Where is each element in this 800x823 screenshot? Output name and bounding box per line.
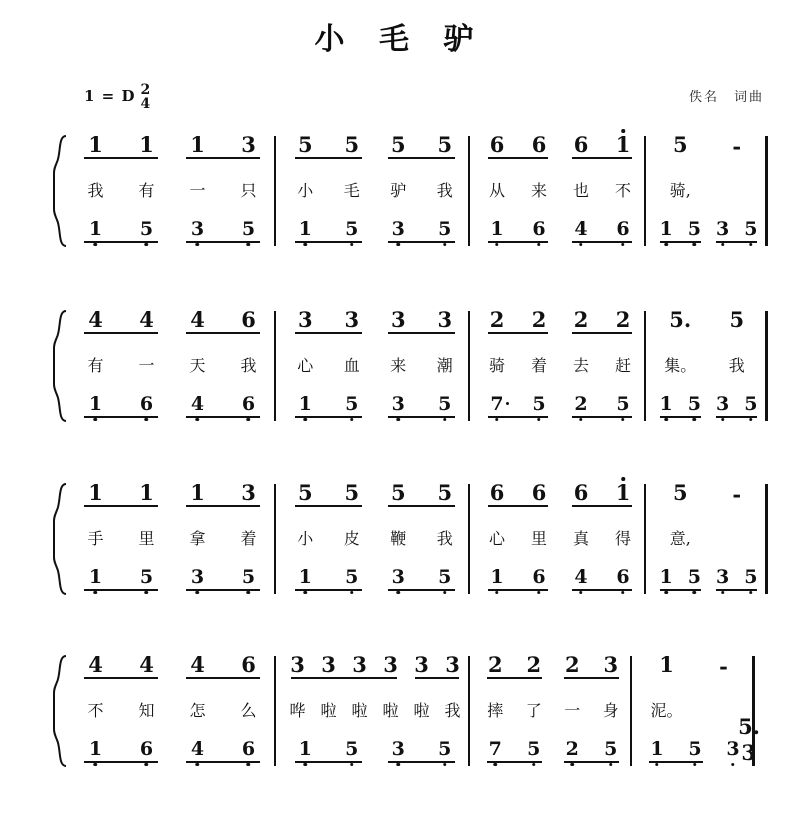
lyric-line	[476, 526, 644, 549]
harmony-note: 1	[88, 218, 103, 240]
melody-note: 3	[290, 652, 305, 677]
lyric-line	[652, 526, 765, 549]
melody-note: 5.	[669, 307, 692, 332]
lyric-syllable: 皮	[343, 529, 360, 548]
harmony-note: 1	[298, 218, 312, 240]
harmony-note: 4	[190, 393, 205, 415]
lyric-syllable: 啦	[382, 701, 399, 720]
melody-line	[476, 482, 644, 504]
harmony-note: 5	[687, 393, 701, 415]
harmony-note: 2	[565, 738, 579, 760]
lyric-syllable: 血	[343, 356, 360, 375]
melody-line	[70, 309, 274, 331]
lyric-syllable: 手	[87, 529, 104, 548]
harmony-note: 6	[532, 218, 546, 240]
melody-note: 1	[190, 480, 205, 505]
melody-note: 3	[383, 652, 398, 677]
melody-note: 5	[344, 480, 360, 505]
melody-line	[652, 134, 765, 159]
lyric-syllable: 一	[138, 356, 155, 375]
lyric-line	[70, 353, 274, 376]
lyric-syllable: 去	[572, 356, 589, 375]
system-brace-icon	[52, 134, 68, 248]
harmony-note: 1	[88, 566, 103, 588]
lyric-syllable: 心	[297, 356, 314, 375]
harmony-note: 6	[616, 218, 630, 240]
lyric-syllable: 从	[488, 181, 505, 200]
harmony-note: 5	[438, 738, 452, 760]
lyric-line	[638, 698, 752, 721]
melody-note: 3	[445, 652, 460, 677]
harmony-note: 6	[532, 566, 546, 588]
harmony-line	[476, 566, 644, 588]
harmony-line	[70, 566, 274, 588]
harmony-note: 3	[391, 393, 405, 415]
melody-note: 4	[88, 307, 103, 332]
melody-line	[282, 654, 468, 676]
harmony-note: 3	[391, 218, 405, 240]
melody-note: 3	[241, 480, 256, 505]
harmony-note: 5	[438, 566, 452, 588]
melody-note: 2	[487, 652, 503, 677]
harmony-note: 5	[438, 393, 452, 415]
harmony-note: 4	[574, 218, 588, 240]
time-signature	[140, 83, 151, 111]
lyric-syllable: 驴	[390, 181, 407, 200]
melody-note: 1	[190, 132, 205, 157]
melody-note: 6	[573, 132, 589, 157]
composer-credit: 佚名 词曲	[688, 90, 764, 105]
lyric-syllable: 么	[240, 701, 257, 720]
harmony-note: 1	[659, 393, 673, 415]
lyric-syllable: 潮	[436, 356, 453, 375]
lyric-syllable: 泥。	[650, 701, 683, 720]
harmony-note: 5	[345, 738, 359, 760]
lyric-syllable: 我	[240, 356, 257, 375]
lyric-line	[282, 178, 468, 201]
harmony-note: 4	[574, 566, 588, 588]
melody-note: 6	[531, 480, 547, 505]
pickup-note-lower: 3	[741, 740, 756, 765]
harmony-note: 1	[88, 738, 103, 760]
harmony-note: 5	[139, 566, 154, 588]
lyric-syllable: 得	[614, 529, 631, 548]
time-signature-numerator: 2	[140, 82, 152, 98]
harmony-note: 1	[490, 566, 504, 588]
harmony-note: 5	[527, 738, 541, 760]
lyric-syllable: 骑,	[669, 181, 691, 200]
melody-note: 6	[489, 480, 505, 505]
sustain-dash: -	[732, 482, 742, 507]
lyric-syllable: 啦	[320, 701, 337, 720]
melody-line	[476, 309, 644, 331]
harmony-note: 1	[650, 738, 664, 760]
melody-note: 6	[241, 307, 256, 332]
lyric-syllable: 一	[564, 701, 581, 720]
melody-note: 1	[139, 132, 154, 157]
melody-note: 2	[564, 652, 580, 677]
lyric-syllable: 着	[530, 356, 547, 375]
harmony-note: 1	[88, 393, 103, 415]
lyric-syllable: 天	[189, 356, 206, 375]
melody-note: 1	[615, 132, 631, 157]
harmony-line	[476, 218, 644, 240]
lyric-syllable: 集。	[664, 356, 697, 375]
lyric-line	[476, 178, 644, 201]
harmony-note: 5	[241, 566, 256, 588]
harmony-note: 5	[139, 218, 154, 240]
harmony-note: 5	[345, 218, 359, 240]
harmony-note: 6	[616, 566, 630, 588]
harmony-note: 1	[298, 738, 312, 760]
lyric-syllable: 鞭	[390, 529, 407, 548]
lyric-syllable: 怎	[189, 701, 206, 720]
harmony-note: 4	[190, 738, 205, 760]
melody-note: 5	[437, 132, 453, 157]
staff-system-1	[52, 130, 768, 265]
lyric-syllable: 一	[189, 181, 206, 200]
melody-note: 2	[489, 307, 505, 332]
melody-note: 3	[437, 307, 453, 332]
harmony-note: 5	[688, 738, 702, 760]
harmony-note: 1	[490, 218, 504, 240]
melody-note: 5	[437, 480, 453, 505]
harmony-note: 7	[490, 393, 504, 415]
lyric-syllable: 意,	[669, 529, 691, 548]
pickup-note-upper: 5.	[738, 714, 760, 739]
lyric-syllable: 我	[87, 181, 104, 200]
melody-note: 5	[672, 480, 688, 505]
staff-system-4	[52, 650, 768, 785]
harmony-note: 1	[659, 566, 673, 588]
melody-note: 4	[139, 652, 154, 677]
system-brace-icon	[52, 654, 68, 768]
harmony-note: 5	[744, 393, 758, 415]
melody-note: 3	[344, 307, 360, 332]
melody-line	[70, 482, 274, 504]
melody-line	[282, 134, 468, 156]
sustain-dash: -	[719, 654, 728, 679]
lyric-syllable: 身	[602, 701, 619, 720]
melody-note: 2	[615, 307, 631, 332]
melody-note: 1	[615, 480, 631, 505]
melody-note: 6	[489, 132, 505, 157]
melody-note: 5	[297, 132, 313, 157]
lyric-syllable: 哗	[289, 701, 306, 720]
harmony-line	[70, 738, 274, 760]
lyric-syllable: 我	[728, 356, 745, 375]
harmony-note: 3	[190, 218, 205, 240]
harmony-line	[652, 218, 765, 240]
harmony-note: 5	[744, 218, 758, 240]
harmony-note: 3	[716, 218, 730, 240]
lyric-syllable: 真	[572, 529, 589, 548]
page-title: 小 毛 驴	[314, 22, 486, 57]
melody-note: 1	[88, 132, 103, 157]
harmony-note: 6	[241, 393, 256, 415]
lyric-syllable: 拿	[189, 529, 206, 548]
time-signature-denominator: 4	[140, 96, 152, 112]
harmony-line	[282, 738, 468, 760]
harmony-line	[476, 738, 630, 760]
lyric-syllable: 有	[87, 356, 104, 375]
harmony-note: 5	[345, 566, 359, 588]
melody-note: 4	[88, 652, 103, 677]
lyric-line	[282, 353, 468, 376]
harmony-line	[282, 218, 468, 240]
harmony-note: 6	[139, 738, 154, 760]
melody-note: 4	[139, 307, 154, 332]
harmony-note: 6	[241, 738, 256, 760]
harmony-note: 5	[604, 738, 618, 760]
lyric-syllable: 我	[436, 529, 453, 548]
lyric-line	[282, 526, 468, 549]
lyric-line	[652, 178, 765, 201]
lyric-syllable: 小	[297, 529, 314, 548]
sustain-dash: -	[732, 134, 742, 159]
lyric-syllable: 啦	[413, 701, 430, 720]
lyric-syllable: 赶	[614, 356, 631, 375]
harmony-note: 3	[391, 566, 405, 588]
lyric-line	[70, 698, 274, 721]
harmony-line	[476, 393, 644, 415]
melody-note: 6	[573, 480, 589, 505]
lyric-syllable: 啦	[351, 701, 368, 720]
melody-note: 3	[321, 652, 336, 677]
lyric-syllable: 我	[436, 181, 453, 200]
harmony-note: 5	[438, 218, 452, 240]
lyric-line	[476, 353, 644, 376]
harmony-line	[282, 566, 468, 588]
lyric-syllable: 只	[240, 181, 257, 200]
key-signature	[84, 82, 151, 110]
melody-line	[652, 482, 765, 507]
melody-note: 5	[390, 480, 406, 505]
harmony-line	[652, 566, 765, 588]
lyric-syllable: 着	[240, 529, 257, 548]
lyric-syllable: 里	[530, 529, 547, 548]
melody-note: 4	[190, 652, 205, 677]
lyric-syllable: 摔	[487, 701, 504, 720]
harmony-note: 7	[488, 738, 502, 760]
melody-note: 3	[241, 132, 256, 157]
melody-note: 3	[297, 307, 313, 332]
harmony-note: 5	[744, 566, 758, 588]
melody-note: 2	[573, 307, 589, 332]
melody-line	[652, 309, 765, 331]
lyric-syllable: 小	[297, 181, 314, 200]
melody-note: 6	[531, 132, 547, 157]
melody-note: 5	[729, 307, 745, 332]
melody-note: 1	[88, 480, 103, 505]
harmony-note: 5	[532, 393, 546, 415]
harmony-line	[652, 393, 765, 415]
lyric-line	[476, 698, 630, 721]
melody-note: 1	[139, 480, 154, 505]
harmony-note: 5	[687, 566, 701, 588]
melody-line	[282, 309, 468, 331]
harmony-note: 1	[298, 566, 312, 588]
lyric-syllable: 毛	[343, 181, 360, 200]
harmony-line	[638, 738, 752, 760]
harmony-note: 5	[241, 218, 256, 240]
lyric-syllable: 来	[390, 356, 407, 375]
staff-system-2	[52, 305, 768, 440]
harmony-note: 1	[659, 218, 673, 240]
harmony-note: 5	[616, 393, 630, 415]
lyric-syllable: 有	[138, 181, 155, 200]
melody-line	[638, 654, 752, 679]
system-brace-icon	[52, 482, 68, 596]
lyric-syllable: 知	[138, 701, 155, 720]
melody-note: 6	[241, 652, 256, 677]
melody-note: 2	[526, 652, 542, 677]
key-signature-text: 1 = D	[84, 87, 136, 105]
melody-note: 3	[414, 652, 429, 677]
melody-note: 5	[344, 132, 360, 157]
lyric-syllable: 骑	[488, 356, 505, 375]
lyric-line	[70, 178, 274, 201]
lyric-syllable: 也	[572, 181, 589, 200]
melody-note: 1	[659, 652, 674, 677]
harmony-note: 3	[726, 738, 740, 760]
melody-note: 3	[352, 652, 367, 677]
melody-note: 5	[297, 480, 313, 505]
lyric-line	[70, 526, 274, 549]
harmony-note: 3	[716, 393, 730, 415]
harmony-note: 3	[716, 566, 730, 588]
melody-line	[476, 654, 630, 676]
lyric-syllable: 不	[87, 701, 104, 720]
staff-system-3	[52, 478, 768, 613]
melody-line	[70, 654, 274, 676]
lyric-syllable: 我	[444, 701, 461, 720]
harmony-line	[70, 393, 274, 415]
harmony-line	[70, 218, 274, 240]
melody-note: 3	[603, 652, 619, 677]
system-brace-icon	[52, 309, 68, 423]
harmony-note: 2	[574, 393, 588, 415]
melody-line	[70, 134, 274, 156]
harmony-note: 6	[139, 393, 154, 415]
melody-note: 3	[390, 307, 406, 332]
harmony-note: 5	[687, 218, 701, 240]
harmony-note: 3	[190, 566, 205, 588]
lyric-syllable: 里	[138, 529, 155, 548]
lyric-line	[282, 698, 468, 721]
melody-note: 4	[190, 307, 205, 332]
melody-note: 5	[672, 132, 688, 157]
lyric-line	[652, 353, 765, 376]
harmony-line	[282, 393, 468, 415]
harmony-note: 5	[345, 393, 359, 415]
melody-line	[282, 482, 468, 504]
harmony-note: 3	[391, 738, 405, 760]
lyric-syllable: 心	[488, 529, 505, 548]
melody-note: 5	[390, 132, 406, 157]
melody-line	[476, 134, 644, 156]
lyric-syllable: 了	[525, 701, 542, 720]
lyric-syllable: 不	[614, 181, 631, 200]
melody-note: 2	[531, 307, 547, 332]
harmony-note: 1	[298, 393, 312, 415]
lyric-syllable: 来	[530, 181, 547, 200]
